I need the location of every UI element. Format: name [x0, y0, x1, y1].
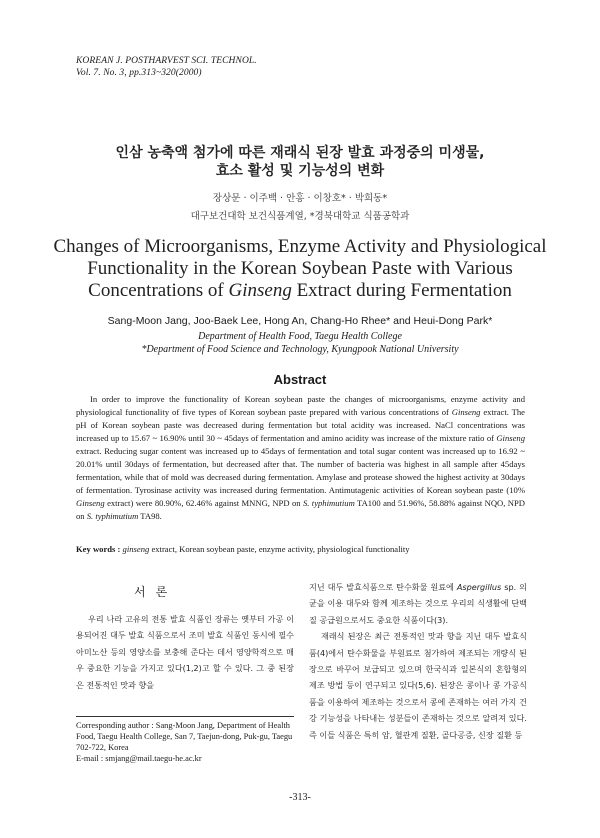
abstract-text: TA100 and 51.96%, 58.88% against NQO, NPD on	[76, 498, 525, 521]
body-paragraph	[309, 628, 527, 743]
corresponding-author: Corresponding author : Sang-Moon Jang, Department of Health Food, Taegu Health College, San 7, Taejun-dong, Puk-gu, Taegu 702-722, Korea	[76, 721, 293, 752]
footnote-divider	[76, 716, 294, 717]
english-title	[40, 236, 560, 302]
abstract-italic: Ginseng	[451, 407, 481, 417]
page-number: -313-	[289, 792, 311, 803]
title-text: Concentrations of	[88, 280, 229, 301]
section-title-introduction: 서론	[134, 585, 178, 599]
abstract-text: In order to improve the functionality of Korean soybean paste the changes of microorganisms, enzyme activity and physiological functionality of five types of Korean soybean paste prepared with various concentrations of	[76, 394, 525, 417]
body-column-right	[309, 579, 527, 743]
english-title-line-3	[40, 280, 560, 302]
journal-name: KOREAN J. POSTHARVEST SCI. TECHNOL.	[76, 56, 257, 66]
english-title-line-2: Functionality in the Korean Soybean Paste with Various	[87, 258, 513, 279]
abstract-text: extract. Reducing sugar content was increased up to 45days of fermentation and total sugar content was increased up to 16.92 ~ 20.01% until 30days of fermentation, but decreased after that. The number of bacteria was highest in all sample after 45days fermentation, while that of mold was decreased during fermentation. Amylase and protease showed the highest activity at 30days of fermentation. Tyrosinase activity was increased during fermentation. Antimutagenic activities of Korean soybean paste (10%	[76, 446, 525, 495]
title-italic: Ginseng	[228, 280, 292, 301]
abstract-body	[76, 393, 525, 523]
korean-title-line-1: 인삼 농축액 첨가에 따른 재래식 된장 발효 과정중의 미생물,	[115, 145, 485, 161]
body-column-left	[76, 611, 294, 693]
keywords-italic: ginseng	[120, 544, 150, 554]
body-text: sp. 의 균을 이용 대두와 함께 제조하는 것으로 우리의 식생활에 단백질 공급원으로서도 중요한 식품이다(3).	[309, 582, 527, 625]
abstract-italic: S. typhimutium	[302, 498, 355, 508]
journal-issue: Vol. 7. No. 3, pp.313~320(2000)	[76, 68, 202, 78]
title-text: Extract during Fermentation	[291, 280, 512, 301]
abstract-italic: Ginseng	[496, 433, 525, 443]
footnote	[76, 720, 294, 764]
abstract-text: TA98.	[138, 511, 162, 521]
abstract-heading: Abstract	[273, 372, 327, 387]
body-text: 지닌 대두 발효식품으로 탄수화물 원료에	[309, 582, 457, 592]
korean-affiliations: 대구보건대학 보건식품계열, *경북대학교 식품공학과	[190, 211, 410, 222]
body-paragraph	[309, 579, 527, 628]
affiliation-1: Department of Health Food, Taegu Health College	[198, 331, 402, 342]
body-italic: Aspergillus	[456, 582, 502, 592]
body-paragraph: 우리 나라 고유의 전통 발효 식품인 장류는 옛부터 가공 이용되어진 대두 발효 식품으로서 조미 발효 식품인 동시에 필수 아미노산 등의 영양소를 보충해 준다는 데서 영양학적으로 매우 중요한 기능을 가지고 있다(1,2)고 할 수 있다. 그 중 된장은 전통적인 맛과 향을	[76, 614, 294, 690]
english-authors: Sang-Moon Jang, Joo-Baek Lee, Hong An, Chang-Ho Rhee* and Heui-Dong Park*	[107, 315, 493, 327]
english-title-line-1: Changes of Microorganisms, Enzyme Activity and Physiological	[53, 236, 547, 257]
keywords-text: extract, Korean soybean paste, enzyme activity, physiological functionality	[149, 544, 410, 554]
keywords	[76, 543, 525, 555]
korean-title-line-2: 효소 활성 및 기능성의 변화	[215, 163, 385, 179]
abstract-text: extract. The pH of Korean soybean paste was decreased during fermentation but total acidity was increased. NaCl concentrations was increased up to 15.67 ~ 16.90% until 30 ~ 45days of fermentation and amino acidity was increase of the mixture ratio of	[76, 407, 525, 443]
author-email: E-mail : smjang@mail.taegu-he.ac.kr	[76, 754, 202, 763]
body-text: 재래식 된장은 최근 전통적인 맛과 향을 지닌 대두 발효식품(4)에서 탄수화물을 부원료로 첨가하여 제조되는 개량식 된장으로 바꾸어 보급되고 있으며 한국식과 일본식의 혼합형의 제조 방법 등이 연구되고 있다(5,6). 된장은 콩이나 콩 가공식품을 이용하여 제조하는 것으로서 콩에 존재하는 여러 가지 건강 기능성을 나타내는 성분들이 존재하는 것으로 알려져 있다. 즉 이들 식품은 특히 암, 혈관계 질환, 골다공증, 신장 질환 등	[309, 631, 527, 740]
affiliation-2: *Department of Food Science and Technology, Kyungpook National University	[141, 344, 459, 355]
journal-header	[76, 55, 257, 79]
abstract-italic: Ginseng	[76, 498, 105, 508]
abstract-italic: S. typhimutium	[86, 511, 139, 521]
abstract-text: extract) were 80.90%, 62.46% against MNNG, NPD on	[104, 498, 303, 508]
keywords-label: Key words :	[76, 544, 121, 554]
korean-authors: 장상문 · 이주백 · 안홍 · 이창호* · 박희동*	[212, 193, 388, 204]
